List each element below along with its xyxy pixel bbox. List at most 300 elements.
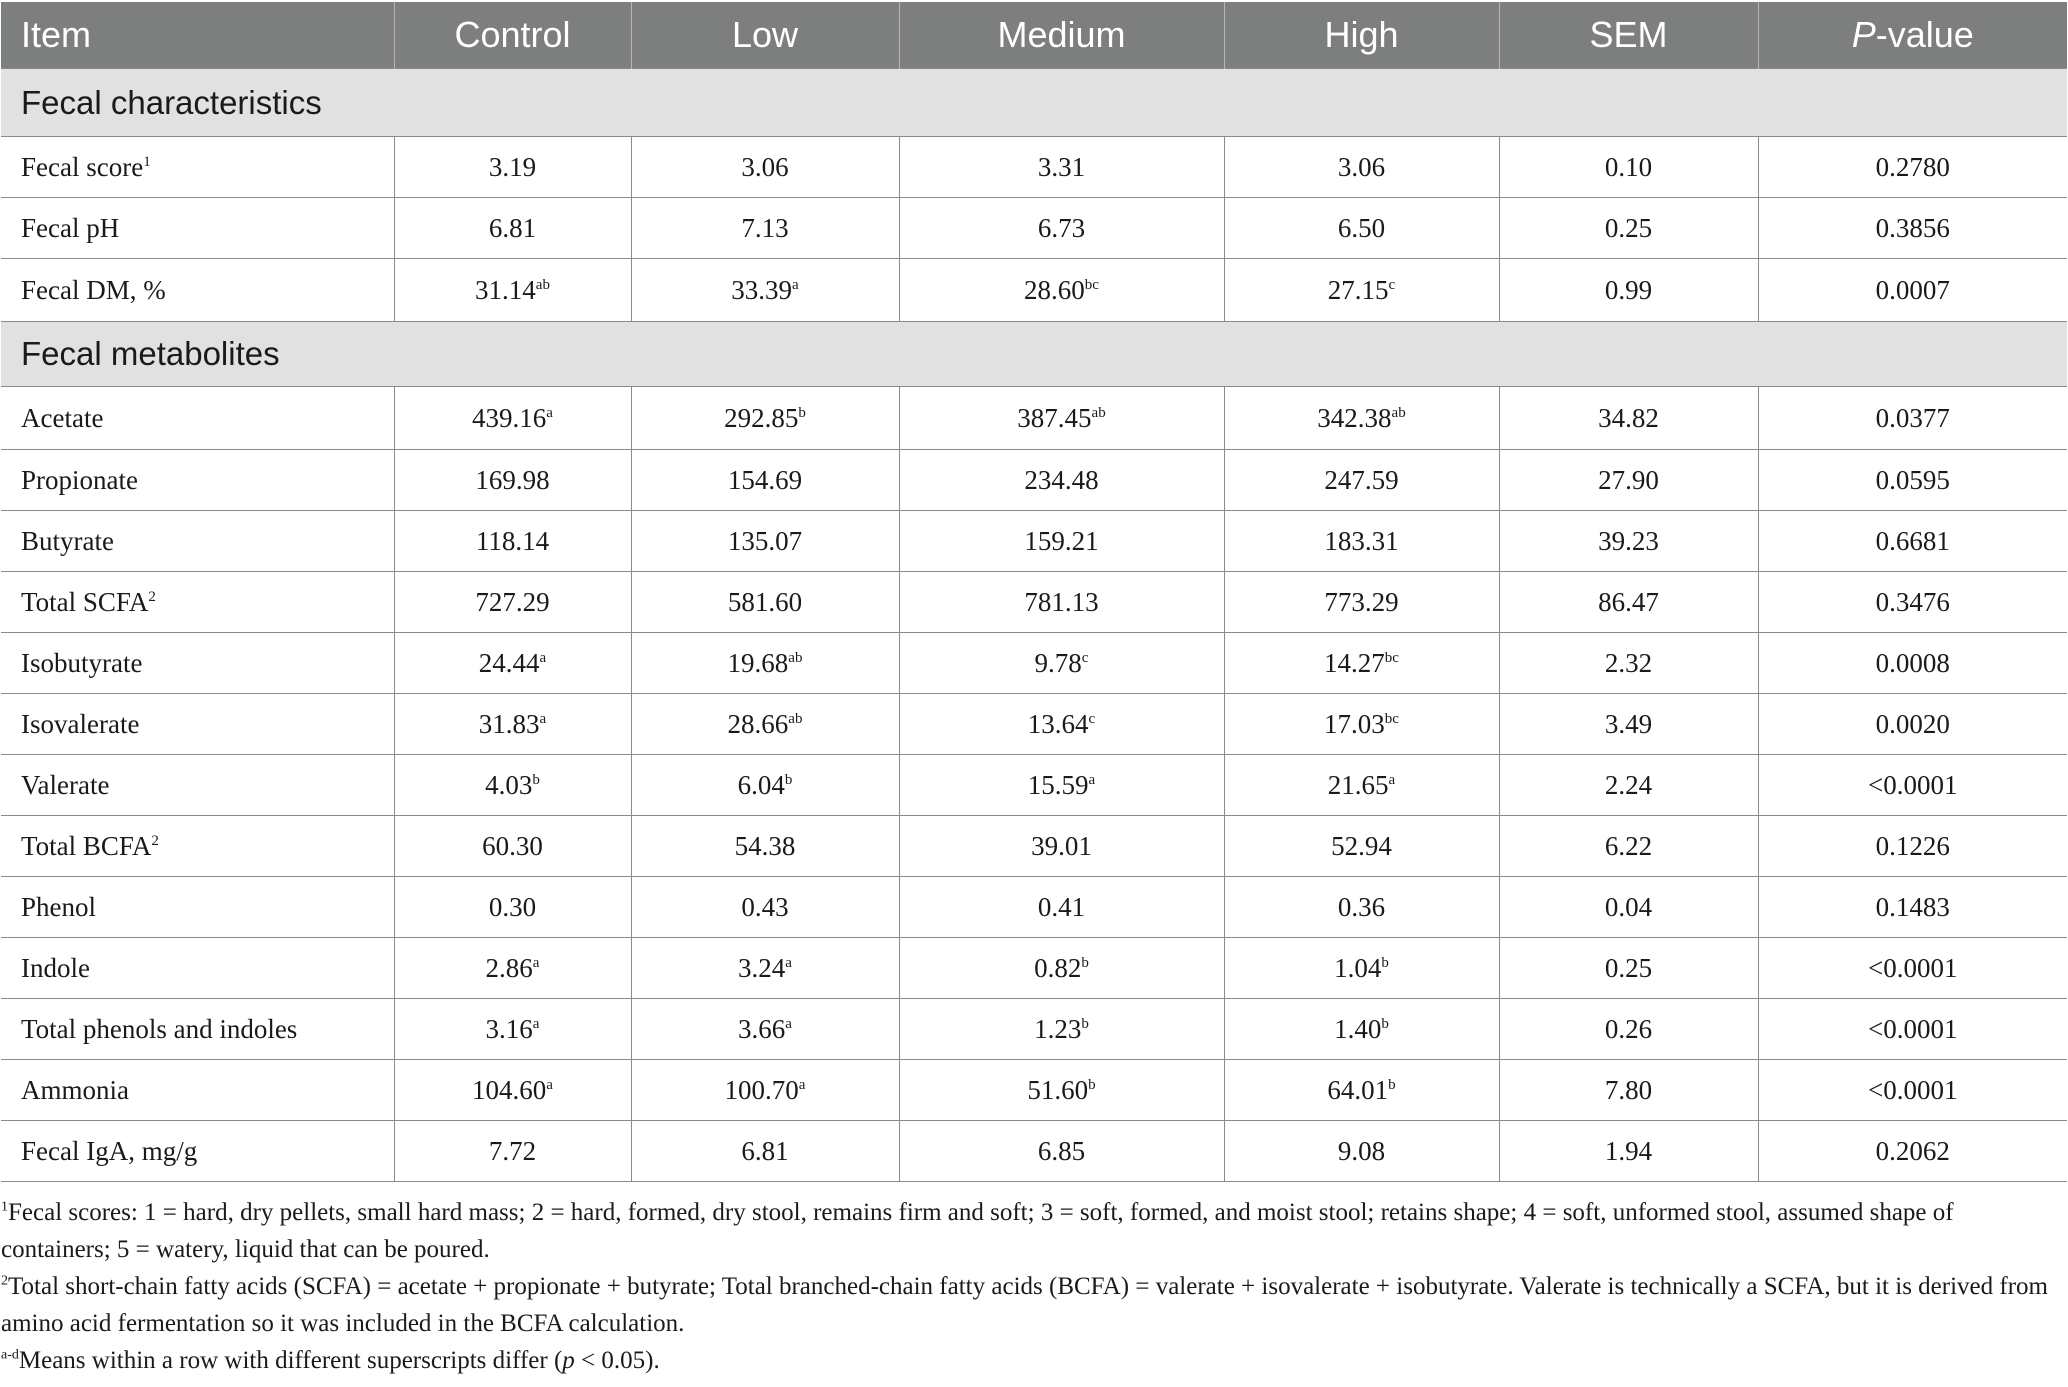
cell-value: 1.23 xyxy=(1034,1013,1082,1044)
cell-p-value xyxy=(1758,816,2067,877)
table-row xyxy=(1,938,2067,999)
cell-value: 0.2062 xyxy=(1875,1135,1950,1166)
significance-superscript: bc xyxy=(1384,649,1399,666)
table-row xyxy=(1,999,2067,1060)
cell-value: 15.59 xyxy=(1027,769,1089,800)
cell-value: 9.78 xyxy=(1034,647,1082,678)
cell-p-value xyxy=(1758,450,2067,511)
cell-value: 0.30 xyxy=(488,891,537,922)
cell-value: 2.32 xyxy=(1604,647,1653,678)
cell-value: 0.26 xyxy=(1604,1013,1653,1044)
cell-low xyxy=(631,1060,899,1121)
footnote-3-marker: a-d xyxy=(1,1347,19,1363)
cell-value: 27.15 xyxy=(1327,274,1389,305)
row-item-label: Fecal DM, % xyxy=(21,274,166,305)
cell-value: 0.99 xyxy=(1604,274,1653,305)
row-item-cell xyxy=(1,938,394,999)
significance-superscript: b xyxy=(784,771,793,788)
cell-low xyxy=(631,259,899,322)
cell-value: 0.0007 xyxy=(1875,274,1950,305)
cell-value: 6.73 xyxy=(1037,212,1086,243)
cell-p-value xyxy=(1758,572,2067,633)
cell-value: 28.60 xyxy=(1024,274,1085,305)
row-item-label: Total phenols and indoles xyxy=(21,1013,298,1044)
section-header-row xyxy=(1,322,2067,387)
cell-value: 247.59 xyxy=(1324,464,1399,495)
cell-high xyxy=(1224,633,1499,694)
cell-value: 60.30 xyxy=(482,830,543,861)
cell-value: 6.04 xyxy=(737,769,785,800)
cell-value: 0.43 xyxy=(741,891,789,922)
cell-value: 6.81 xyxy=(488,212,537,243)
table-row xyxy=(1,450,2067,511)
significance-superscript: c xyxy=(1081,649,1089,666)
row-item-cell xyxy=(1,694,394,755)
section-title: Fecal characteristics xyxy=(1,69,2067,137)
cell-value: 3.16 xyxy=(485,1013,533,1044)
cell-value: 7.72 xyxy=(488,1135,537,1166)
cell-value: 1.94 xyxy=(1604,1135,1653,1166)
cell-sem xyxy=(1499,877,1758,938)
cell-high xyxy=(1224,1121,1499,1182)
row-item-label: Propionate xyxy=(21,464,138,495)
cell-low xyxy=(631,198,899,259)
significance-superscript: a xyxy=(792,276,799,293)
row-item-cell xyxy=(1,633,394,694)
cell-low xyxy=(631,816,899,877)
cell-value: 6.50 xyxy=(1337,212,1386,243)
cell-low xyxy=(631,450,899,511)
cell-sem xyxy=(1499,1060,1758,1121)
section-header-row xyxy=(1,69,2067,137)
cell-value: 0.0595 xyxy=(1875,464,1950,495)
cell-p-value xyxy=(1758,511,2067,572)
row-item-label: Isobutyrate xyxy=(21,647,143,678)
cell-value: 169.98 xyxy=(475,464,550,495)
cell-value: <0.0001 xyxy=(1868,952,1958,983)
significance-superscript: ab xyxy=(1391,404,1406,421)
row-item-label: Acetate xyxy=(21,402,104,433)
cell-value: 7.13 xyxy=(741,212,789,243)
row-item-label: Butyrate xyxy=(21,525,114,556)
cell-value: 39.23 xyxy=(1598,525,1659,556)
cell-high xyxy=(1224,938,1499,999)
cell-value: 3.66 xyxy=(738,1013,786,1044)
cell-low xyxy=(631,755,899,816)
row-item-cell xyxy=(1,387,394,450)
footnote-2-text: Total short-chain fatty acids (SCFA) = acetate + propionate + butyrate; Total branched-chain fatty acids (BCFA) = valerate + isovalerate + isobutyrate. Valerate is technically a SCFA, but it is derived from amino acid fermentation so it was included in the BCFA calculation. xyxy=(1,1273,2048,1337)
cell-high xyxy=(1224,877,1499,938)
significance-superscript: a xyxy=(1388,771,1396,788)
table-row xyxy=(1,511,2067,572)
cell-low xyxy=(631,694,899,755)
data-table xyxy=(1,2,2067,1182)
cell-medium xyxy=(899,816,1224,877)
cell-value: 0.3476 xyxy=(1875,586,1950,617)
cell-value: <0.0001 xyxy=(1868,1074,1958,1105)
cell-value: 0.10 xyxy=(1604,151,1653,182)
cell-low xyxy=(631,387,899,450)
cell-value: 1.04 xyxy=(1334,952,1382,983)
header-p-italic: P xyxy=(1851,14,1876,55)
table-row xyxy=(1,387,2067,450)
footnote-ref: 2 xyxy=(151,832,159,849)
table-row xyxy=(1,816,2067,877)
cell-control xyxy=(394,511,631,572)
cell-value: 727.29 xyxy=(475,586,550,617)
significance-superscript: a xyxy=(798,1076,806,1093)
cell-value: 64.01 xyxy=(1327,1074,1389,1105)
cell-value: 17.03 xyxy=(1324,708,1385,739)
table-row xyxy=(1,1121,2067,1182)
cell-control xyxy=(394,572,631,633)
cell-high xyxy=(1224,387,1499,450)
cell-value: 439.16 xyxy=(472,402,547,433)
significance-superscript: a xyxy=(785,1015,792,1032)
cell-medium xyxy=(899,198,1224,259)
cell-value: 0.82 xyxy=(1034,952,1082,983)
cell-medium xyxy=(899,572,1224,633)
cell-value: 2.24 xyxy=(1604,769,1653,800)
cell-medium xyxy=(899,633,1224,694)
row-item-cell xyxy=(1,1121,394,1182)
cell-high xyxy=(1224,999,1499,1060)
cell-value: 6.81 xyxy=(741,1135,789,1166)
cell-low xyxy=(631,877,899,938)
cell-high xyxy=(1224,511,1499,572)
cell-value: 4.03 xyxy=(485,769,533,800)
table-row xyxy=(1,633,2067,694)
cell-p-value xyxy=(1758,633,2067,694)
footnote-1 xyxy=(1,1194,2064,1268)
significance-superscript: a xyxy=(546,404,553,421)
significance-superscript: b xyxy=(532,771,540,788)
cell-p-value xyxy=(1758,938,2067,999)
significance-superscript: a xyxy=(532,1015,540,1032)
cell-value: 33.39 xyxy=(731,274,793,305)
cell-sem xyxy=(1499,755,1758,816)
cell-sem xyxy=(1499,633,1758,694)
cell-value: 104.60 xyxy=(472,1074,547,1105)
row-item-cell xyxy=(1,755,394,816)
cell-p-value xyxy=(1758,387,2067,450)
footnote-2 xyxy=(1,1268,2064,1342)
cell-medium xyxy=(899,999,1224,1060)
cell-value: <0.0001 xyxy=(1868,1013,1958,1044)
cell-medium xyxy=(899,259,1224,322)
significance-superscript: b xyxy=(1381,1015,1389,1032)
cell-control xyxy=(394,198,631,259)
cell-control xyxy=(394,938,631,999)
header-p-value xyxy=(1758,2,2067,69)
cell-high xyxy=(1224,198,1499,259)
cell-control xyxy=(394,999,631,1060)
row-item-label: Valerate xyxy=(21,769,110,800)
cell-value: 27.90 xyxy=(1598,464,1659,495)
cell-control xyxy=(394,694,631,755)
cell-value: 135.07 xyxy=(727,525,803,556)
cell-p-value xyxy=(1758,259,2067,322)
row-item-label: Total BCFA xyxy=(21,830,152,861)
cell-value: 118.14 xyxy=(475,525,550,556)
cell-value: 234.48 xyxy=(1024,464,1099,495)
cell-value: 0.0377 xyxy=(1875,402,1950,433)
cell-p-value xyxy=(1758,999,2067,1060)
footnote-ref: 1 xyxy=(143,153,151,170)
row-item-cell xyxy=(1,511,394,572)
footnote-2-marker: 2 xyxy=(1,1273,8,1289)
cell-value: 54.38 xyxy=(734,830,796,861)
significance-superscript: c xyxy=(1388,276,1396,293)
cell-sem xyxy=(1499,816,1758,877)
cell-value: 781.13 xyxy=(1024,586,1099,617)
cell-value: 3.06 xyxy=(741,151,789,182)
cell-value: 2.86 xyxy=(485,952,533,983)
cell-control xyxy=(394,877,631,938)
cell-value: <0.0001 xyxy=(1868,769,1958,800)
cell-low xyxy=(631,633,899,694)
significance-superscript: ab xyxy=(535,276,550,293)
significance-superscript: b xyxy=(1081,1015,1089,1032)
cell-medium xyxy=(899,511,1224,572)
cell-medium xyxy=(899,137,1224,198)
cell-value: 0.25 xyxy=(1604,212,1653,243)
cell-value: 21.65 xyxy=(1327,769,1389,800)
cell-sem xyxy=(1499,450,1758,511)
cell-value: 0.6681 xyxy=(1875,525,1950,556)
cell-control xyxy=(394,450,631,511)
significance-superscript: bc xyxy=(1084,276,1099,293)
cell-value: 9.08 xyxy=(1337,1135,1386,1166)
cell-control xyxy=(394,1060,631,1121)
significance-superscript: a xyxy=(539,649,547,666)
cell-medium xyxy=(899,694,1224,755)
cell-value: 0.36 xyxy=(1337,891,1386,922)
cell-value: 86.47 xyxy=(1598,586,1659,617)
significance-superscript: a xyxy=(532,954,540,971)
cell-high xyxy=(1224,450,1499,511)
cell-high xyxy=(1224,1060,1499,1121)
cell-low xyxy=(631,137,899,198)
cell-sem xyxy=(1499,938,1758,999)
table-body xyxy=(1,69,2067,1182)
cell-high xyxy=(1224,755,1499,816)
cell-control xyxy=(394,387,631,450)
significance-superscript: b xyxy=(1088,1076,1096,1093)
table-row xyxy=(1,694,2067,755)
header-high: High xyxy=(1224,2,1499,69)
cell-p-value xyxy=(1758,755,2067,816)
footnote-3 xyxy=(1,1342,2064,1379)
significance-superscript: ab xyxy=(1091,404,1106,421)
significance-superscript: ab xyxy=(788,710,803,727)
cell-p-value xyxy=(1758,137,2067,198)
cell-sem xyxy=(1499,694,1758,755)
footnote-ref: 2 xyxy=(148,588,156,605)
footnote-1-text: Fecal scores: 1 = hard, dry pellets, small hard mass; 2 = hard, formed, dry stool, remains firm and soft; 3 = soft, formed, and moist stool; retains shape; 4 = soft, unformed stool, assumed shape of containers; 5 = watery, liquid that can be poured. xyxy=(1,1199,1954,1263)
row-item-label: Fecal IgA, mg/g xyxy=(21,1135,198,1166)
cell-control xyxy=(394,633,631,694)
cell-value: 773.29 xyxy=(1324,586,1399,617)
cell-value: 342.38 xyxy=(1317,402,1392,433)
cell-low xyxy=(631,1121,899,1182)
cell-value: 0.41 xyxy=(1037,891,1086,922)
significance-superscript: ab xyxy=(788,649,803,666)
cell-medium xyxy=(899,938,1224,999)
cell-value: 100.70 xyxy=(724,1074,799,1105)
cell-medium xyxy=(899,877,1224,938)
cell-value: 24.44 xyxy=(478,647,540,678)
significance-superscript: a xyxy=(546,1076,553,1093)
row-item-cell xyxy=(1,198,394,259)
header-row xyxy=(1,2,2067,69)
cell-high xyxy=(1224,816,1499,877)
cell-high xyxy=(1224,137,1499,198)
cell-value: 0.2780 xyxy=(1875,151,1950,182)
cell-high xyxy=(1224,572,1499,633)
cell-low xyxy=(631,999,899,1060)
footnote-3-text-before: Means within a row with different superscripts differ ( xyxy=(18,1347,563,1374)
cell-sem xyxy=(1499,387,1758,450)
table-header xyxy=(1,2,2067,69)
cell-sem xyxy=(1499,259,1758,322)
cell-value: 31.14 xyxy=(475,274,536,305)
cell-low xyxy=(631,511,899,572)
cell-high xyxy=(1224,259,1499,322)
table-row xyxy=(1,572,2067,633)
cell-value: 387.45 xyxy=(1017,402,1092,433)
cell-medium xyxy=(899,1121,1224,1182)
row-item-cell xyxy=(1,877,394,938)
cell-value: 0.1483 xyxy=(1875,891,1950,922)
header-item: Item xyxy=(1,2,394,69)
table-row xyxy=(1,755,2067,816)
cell-sem xyxy=(1499,198,1758,259)
cell-high xyxy=(1224,694,1499,755)
cell-medium xyxy=(899,755,1224,816)
cell-value: 3.31 xyxy=(1037,151,1086,182)
cell-value: 0.3856 xyxy=(1875,212,1950,243)
cell-sem xyxy=(1499,511,1758,572)
cell-value: 3.06 xyxy=(1337,151,1386,182)
row-item-label: Total SCFA xyxy=(21,586,149,617)
row-item-label: Indole xyxy=(21,952,90,983)
significance-superscript: a xyxy=(539,710,547,727)
section-title: Fecal metabolites xyxy=(1,322,2067,387)
cell-value: 39.01 xyxy=(1031,830,1092,861)
row-item-cell xyxy=(1,259,394,322)
cell-value: 14.27 xyxy=(1324,647,1385,678)
significance-superscript: bc xyxy=(1384,710,1399,727)
cell-control xyxy=(394,137,631,198)
footnote-3-text-after: < 0.05). xyxy=(574,1347,660,1374)
row-item-cell xyxy=(1,999,394,1060)
footnote-3-p-italic: p xyxy=(562,1347,575,1374)
table-row xyxy=(1,877,2067,938)
significance-superscript: a xyxy=(785,954,792,971)
significance-superscript: c xyxy=(1088,710,1096,727)
significance-superscript: b xyxy=(1381,954,1389,971)
cell-value: 51.60 xyxy=(1027,1074,1089,1105)
significance-superscript: b xyxy=(1081,954,1089,971)
cell-value: 6.22 xyxy=(1604,830,1653,861)
row-item-label: Fecal pH xyxy=(21,212,120,243)
table-footnotes xyxy=(1,1194,2064,1379)
cell-value: 581.60 xyxy=(727,586,803,617)
cell-medium xyxy=(899,1060,1224,1121)
cell-p-value xyxy=(1758,694,2067,755)
cell-sem xyxy=(1499,137,1758,198)
row-item-label: Fecal score xyxy=(21,151,144,182)
cell-value: 1.40 xyxy=(1334,1013,1382,1044)
cell-value: 19.68 xyxy=(727,647,789,678)
cell-value: 52.94 xyxy=(1331,830,1392,861)
cell-sem xyxy=(1499,999,1758,1060)
row-item-cell xyxy=(1,450,394,511)
cell-value: 0.1226 xyxy=(1875,830,1950,861)
cell-p-value xyxy=(1758,198,2067,259)
cell-value: 34.82 xyxy=(1598,402,1659,433)
table-row xyxy=(1,1060,2067,1121)
significance-superscript: b xyxy=(1388,1076,1396,1093)
cell-value: 159.21 xyxy=(1024,525,1099,556)
cell-sem xyxy=(1499,1121,1758,1182)
cell-p-value xyxy=(1758,1060,2067,1121)
cell-p-value xyxy=(1758,877,2067,938)
cell-control xyxy=(394,1121,631,1182)
cell-value: 154.69 xyxy=(727,464,803,495)
row-item-cell xyxy=(1,816,394,877)
cell-p-value xyxy=(1758,1121,2067,1182)
cell-value: 3.19 xyxy=(488,151,537,182)
header-sem: SEM xyxy=(1499,2,1758,69)
cell-low xyxy=(631,938,899,999)
table-row xyxy=(1,259,2067,322)
row-item-cell xyxy=(1,572,394,633)
header-low: Low xyxy=(631,2,899,69)
cell-value: 0.25 xyxy=(1604,952,1653,983)
cell-value: 13.64 xyxy=(1027,708,1089,739)
cell-value: 28.66 xyxy=(727,708,789,739)
cell-value: 6.85 xyxy=(1037,1135,1086,1166)
header-p-rest: -value xyxy=(1875,14,1974,55)
header-medium: Medium xyxy=(899,2,1224,69)
cell-sem xyxy=(1499,572,1758,633)
table-row xyxy=(1,137,2067,198)
cell-value: 3.24 xyxy=(738,952,786,983)
cell-medium xyxy=(899,450,1224,511)
cell-control xyxy=(394,259,631,322)
row-item-cell xyxy=(1,1060,394,1121)
cell-value: 3.49 xyxy=(1604,708,1653,739)
row-item-label: Isovalerate xyxy=(21,708,140,739)
cell-control xyxy=(394,816,631,877)
row-item-label: Ammonia xyxy=(21,1074,129,1105)
significance-superscript: a xyxy=(1088,771,1096,788)
footnote-1-marker: 1 xyxy=(1,1199,8,1215)
header-control: Control xyxy=(394,2,631,69)
cell-value: 7.80 xyxy=(1604,1074,1653,1105)
cell-value: 0.0020 xyxy=(1875,708,1950,739)
cell-value: 292.85 xyxy=(724,402,799,433)
significance-superscript: b xyxy=(798,404,806,421)
cell-value: 183.31 xyxy=(1324,525,1399,556)
cell-control xyxy=(394,755,631,816)
cell-medium xyxy=(899,387,1224,450)
cell-value: 31.83 xyxy=(478,708,540,739)
row-item-label: Phenol xyxy=(21,891,97,922)
table-row xyxy=(1,198,2067,259)
